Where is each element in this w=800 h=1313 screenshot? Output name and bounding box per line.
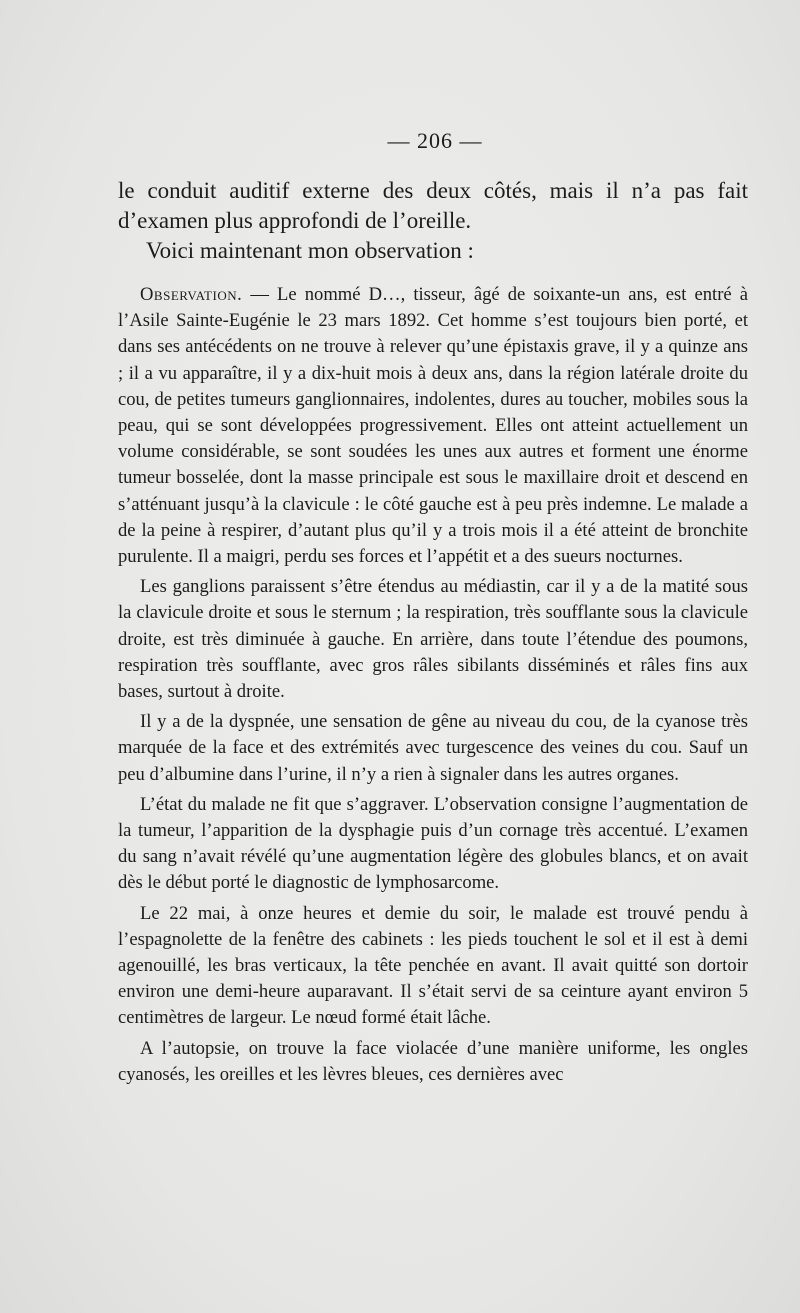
- observation-paragraph-4: L’état du malade ne fit que s’aggraver. L’observation consigne l’augmentation de la tumeur, l’apparition de la dysphagie puis d’un cornage très accentué. L’examen du sang n’avait révélé qu’une augmentation légère des globules blancs, et on avait dès le début porté le diagnostic de lymphosarcome.: [118, 793, 748, 894]
- observation-label: Observation.: [140, 284, 243, 305]
- intro-text: [118, 176, 748, 266]
- observation-paragraph-2: Les ganglions paraissent s’être étendus au médiastin, car il y a de la matité sous la clavicule droite et sous le sternum ; la respiration, très soufflante sous la clavicule droite, est très diminuée à gauche. En arrière, dans toute l’étendue des poumons, respiration très soufflante, avec gros râles sibilants disséminés et râles fins aux bases, surtout à droite.: [118, 576, 748, 703]
- observation-paragraph-1: [118, 282, 748, 570]
- continuation-paragraph: le conduit auditif externe des deux côtés, mais il n’a pas fait d’examen plus approfondi de l’oreille.: [118, 178, 748, 233]
- observation-paragraph-6: A l’autopsie, on trouve la face violacée d’une manière uniforme, les ongles cyanosés, les oreilles et les lèvres bleues, ces dernières avec: [118, 1037, 748, 1085]
- observation-section: [118, 282, 748, 1092]
- announcement-paragraph: Voici maintenant mon observation :: [146, 238, 474, 263]
- observation-paragraph-5: Le 22 mai, à onze heures et demie du soir, le malade est trouvé pendu à l’espagnolette de la fenêtre des cabinets : les pieds touchent le sol et il est à demi agenouillé, les bras verticaux, la tête penchée en avant. Il avait quitté son dortoir environ une demi-heure auparavant. Il s’était servi de sa ceinture ayant environ 5 centimètres de largeur. Le nœud formé était lâche.: [118, 902, 748, 1029]
- page-number: — 206 —: [387, 128, 483, 153]
- observation-paragraph-1-text: — Le nommé D…, tisseur, âgé de soixante-un ans, est entré à l’Asile Sainte-Eugénie le 23 mars 1892. Cet homme s’est toujours bien porté, et dans ses antécédents on ne trouve à relever qu’une épistaxis grave, il y a quinze ans ; il a vu apparaître, il y a dix-huit mois à deux ans, dans la région latérale droite du cou, de petites tumeurs ganglionnaires, indolentes, dures au toucher, mobiles sous la peau, qui se sont développées progressivement. Elles ont atteint actuellement un volume considérable, se sont soudées les unes aux autres et forment une énorme tumeur bosselée, dont la masse principale est sous le maxillaire droit et descend en s’atténuant jusqu’à la clavicule : le côté gauche est à peu près indemne. Le malade a de la peine à respirer, d’autant plus qu’il y a trois mois il a été atteint de bronchite purulente. Il a maigri, perdu ses forces et l’appétit et a des sueurs nocturnes.: [118, 284, 748, 568]
- observation-paragraph-3: Il y a de la dyspnée, une sensation de gêne au niveau du cou, de la cyanose très marquée de la face et des extrémités avec turgescence des veines du cou. Sauf un peu d’albumine dans l’urine, il n’y a rien à signaler dans les autres organes.: [118, 711, 748, 785]
